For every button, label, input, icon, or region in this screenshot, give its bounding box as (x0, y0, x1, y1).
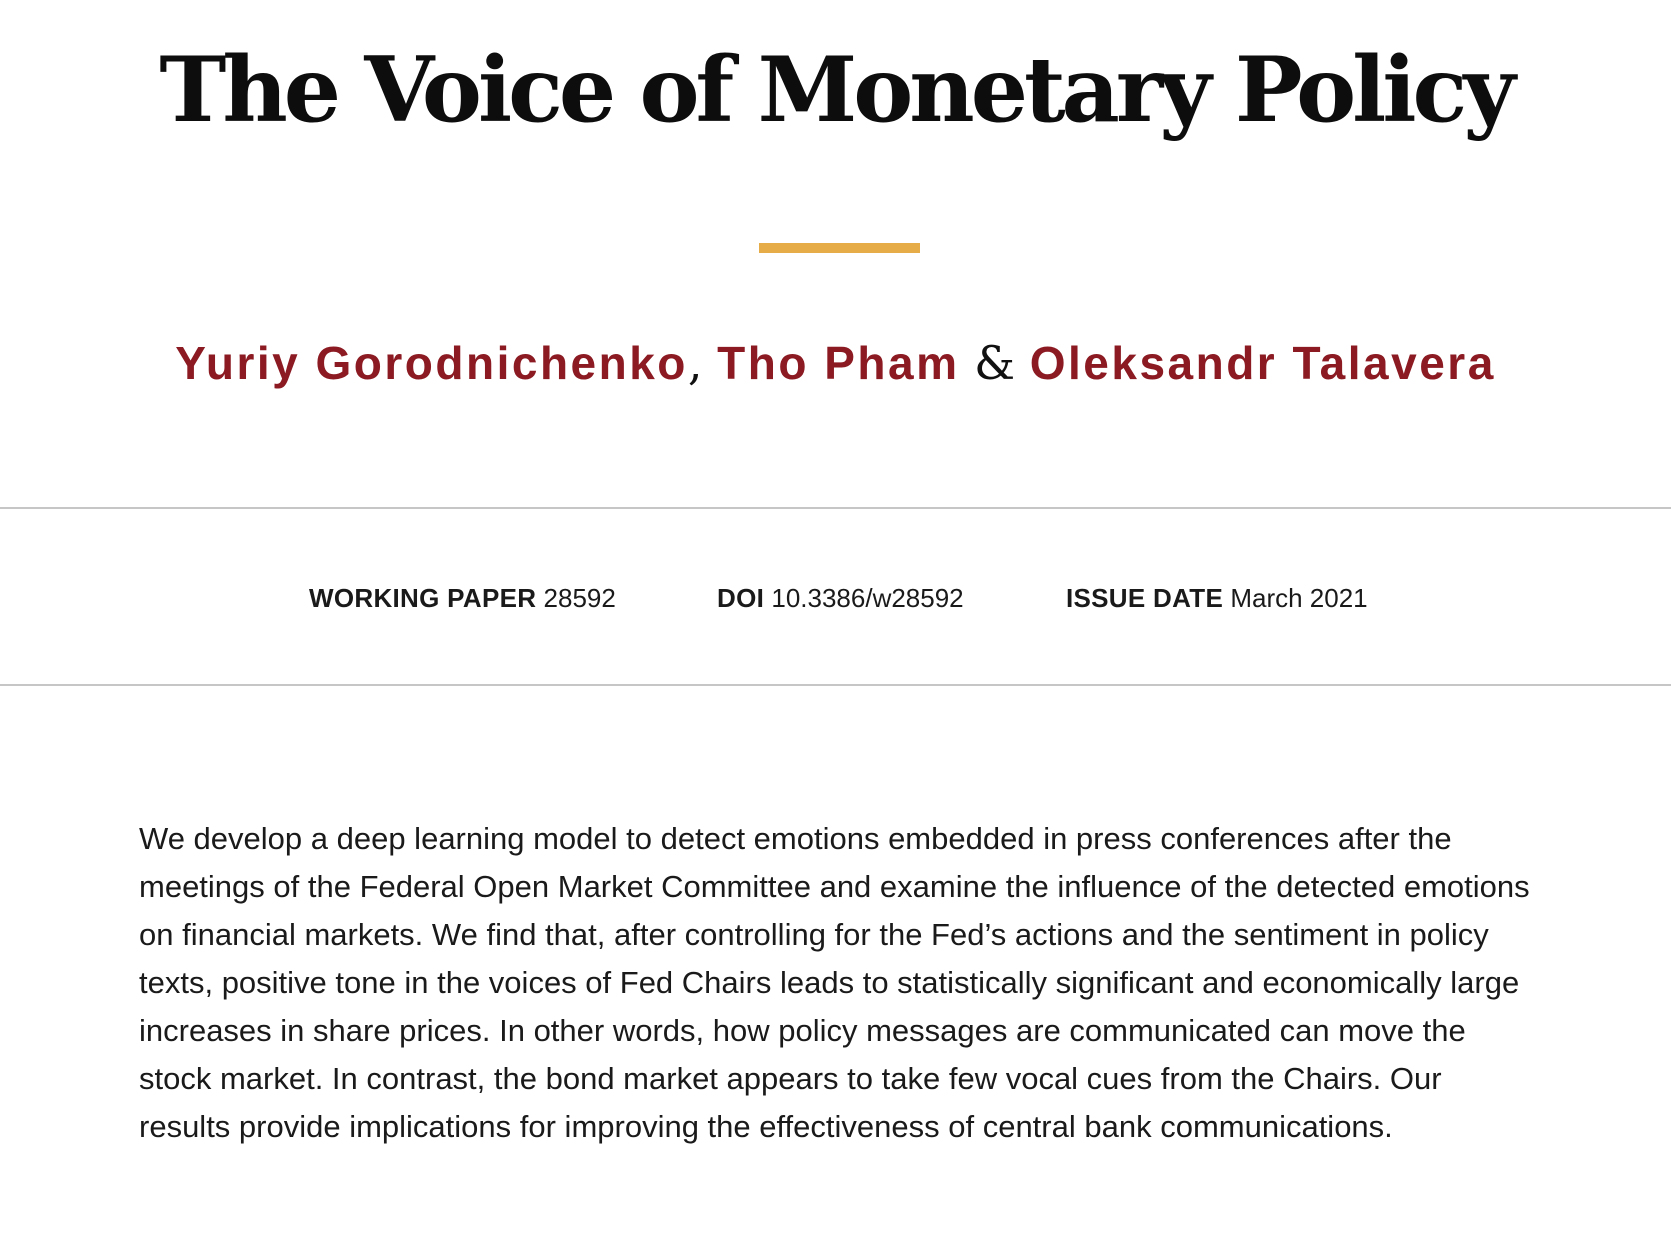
author-link-pham[interactable]: Tho Pham (717, 337, 960, 389)
author-list (0, 330, 1671, 396)
meta-issue-date (1066, 578, 1368, 618)
meta-working-paper (309, 578, 616, 618)
divider-bottom (0, 684, 1671, 686)
divider-top (0, 507, 1671, 509)
doi-value: 10.3386/w28592 (771, 583, 964, 613)
abstract-text: We develop a deep learning model to detect emotions embedded in press conferences after the meetings of the Federal Open Market Committee and examine the influence of the detected emotions on financial markets. We find that, after controlling for the Fed’s actions and the sentiment in policy texts, positive tone in the voices of Fed Chairs leads to statistically significant and economically large increases in share prices. In other words, how policy messages are communicated can move the stock market. In contrast, the bond market appears to take few vocal cues from the Chairs. Our results provide implications for improving the effectiveness of central bank communications. (139, 821, 1530, 1144)
author-link-gorodnichenko[interactable]: Yuriy Gorodnichenko (175, 337, 688, 389)
working-paper-value: 28592 (543, 583, 616, 613)
author-separator: , (687, 336, 718, 390)
meta-doi (717, 578, 964, 618)
working-paper-label: WORKING PAPER (309, 583, 537, 613)
page-title: The Voice of Monetary Policy (159, 37, 1512, 143)
doi-label: DOI (717, 583, 765, 613)
author-link-talavera[interactable]: Oleksandr Talavera (1029, 337, 1496, 389)
issue-date-value: March 2021 (1230, 583, 1368, 613)
author-separator: & (959, 336, 1030, 390)
accent-rule (759, 243, 920, 253)
issue-date-label: ISSUE DATE (1066, 583, 1224, 613)
